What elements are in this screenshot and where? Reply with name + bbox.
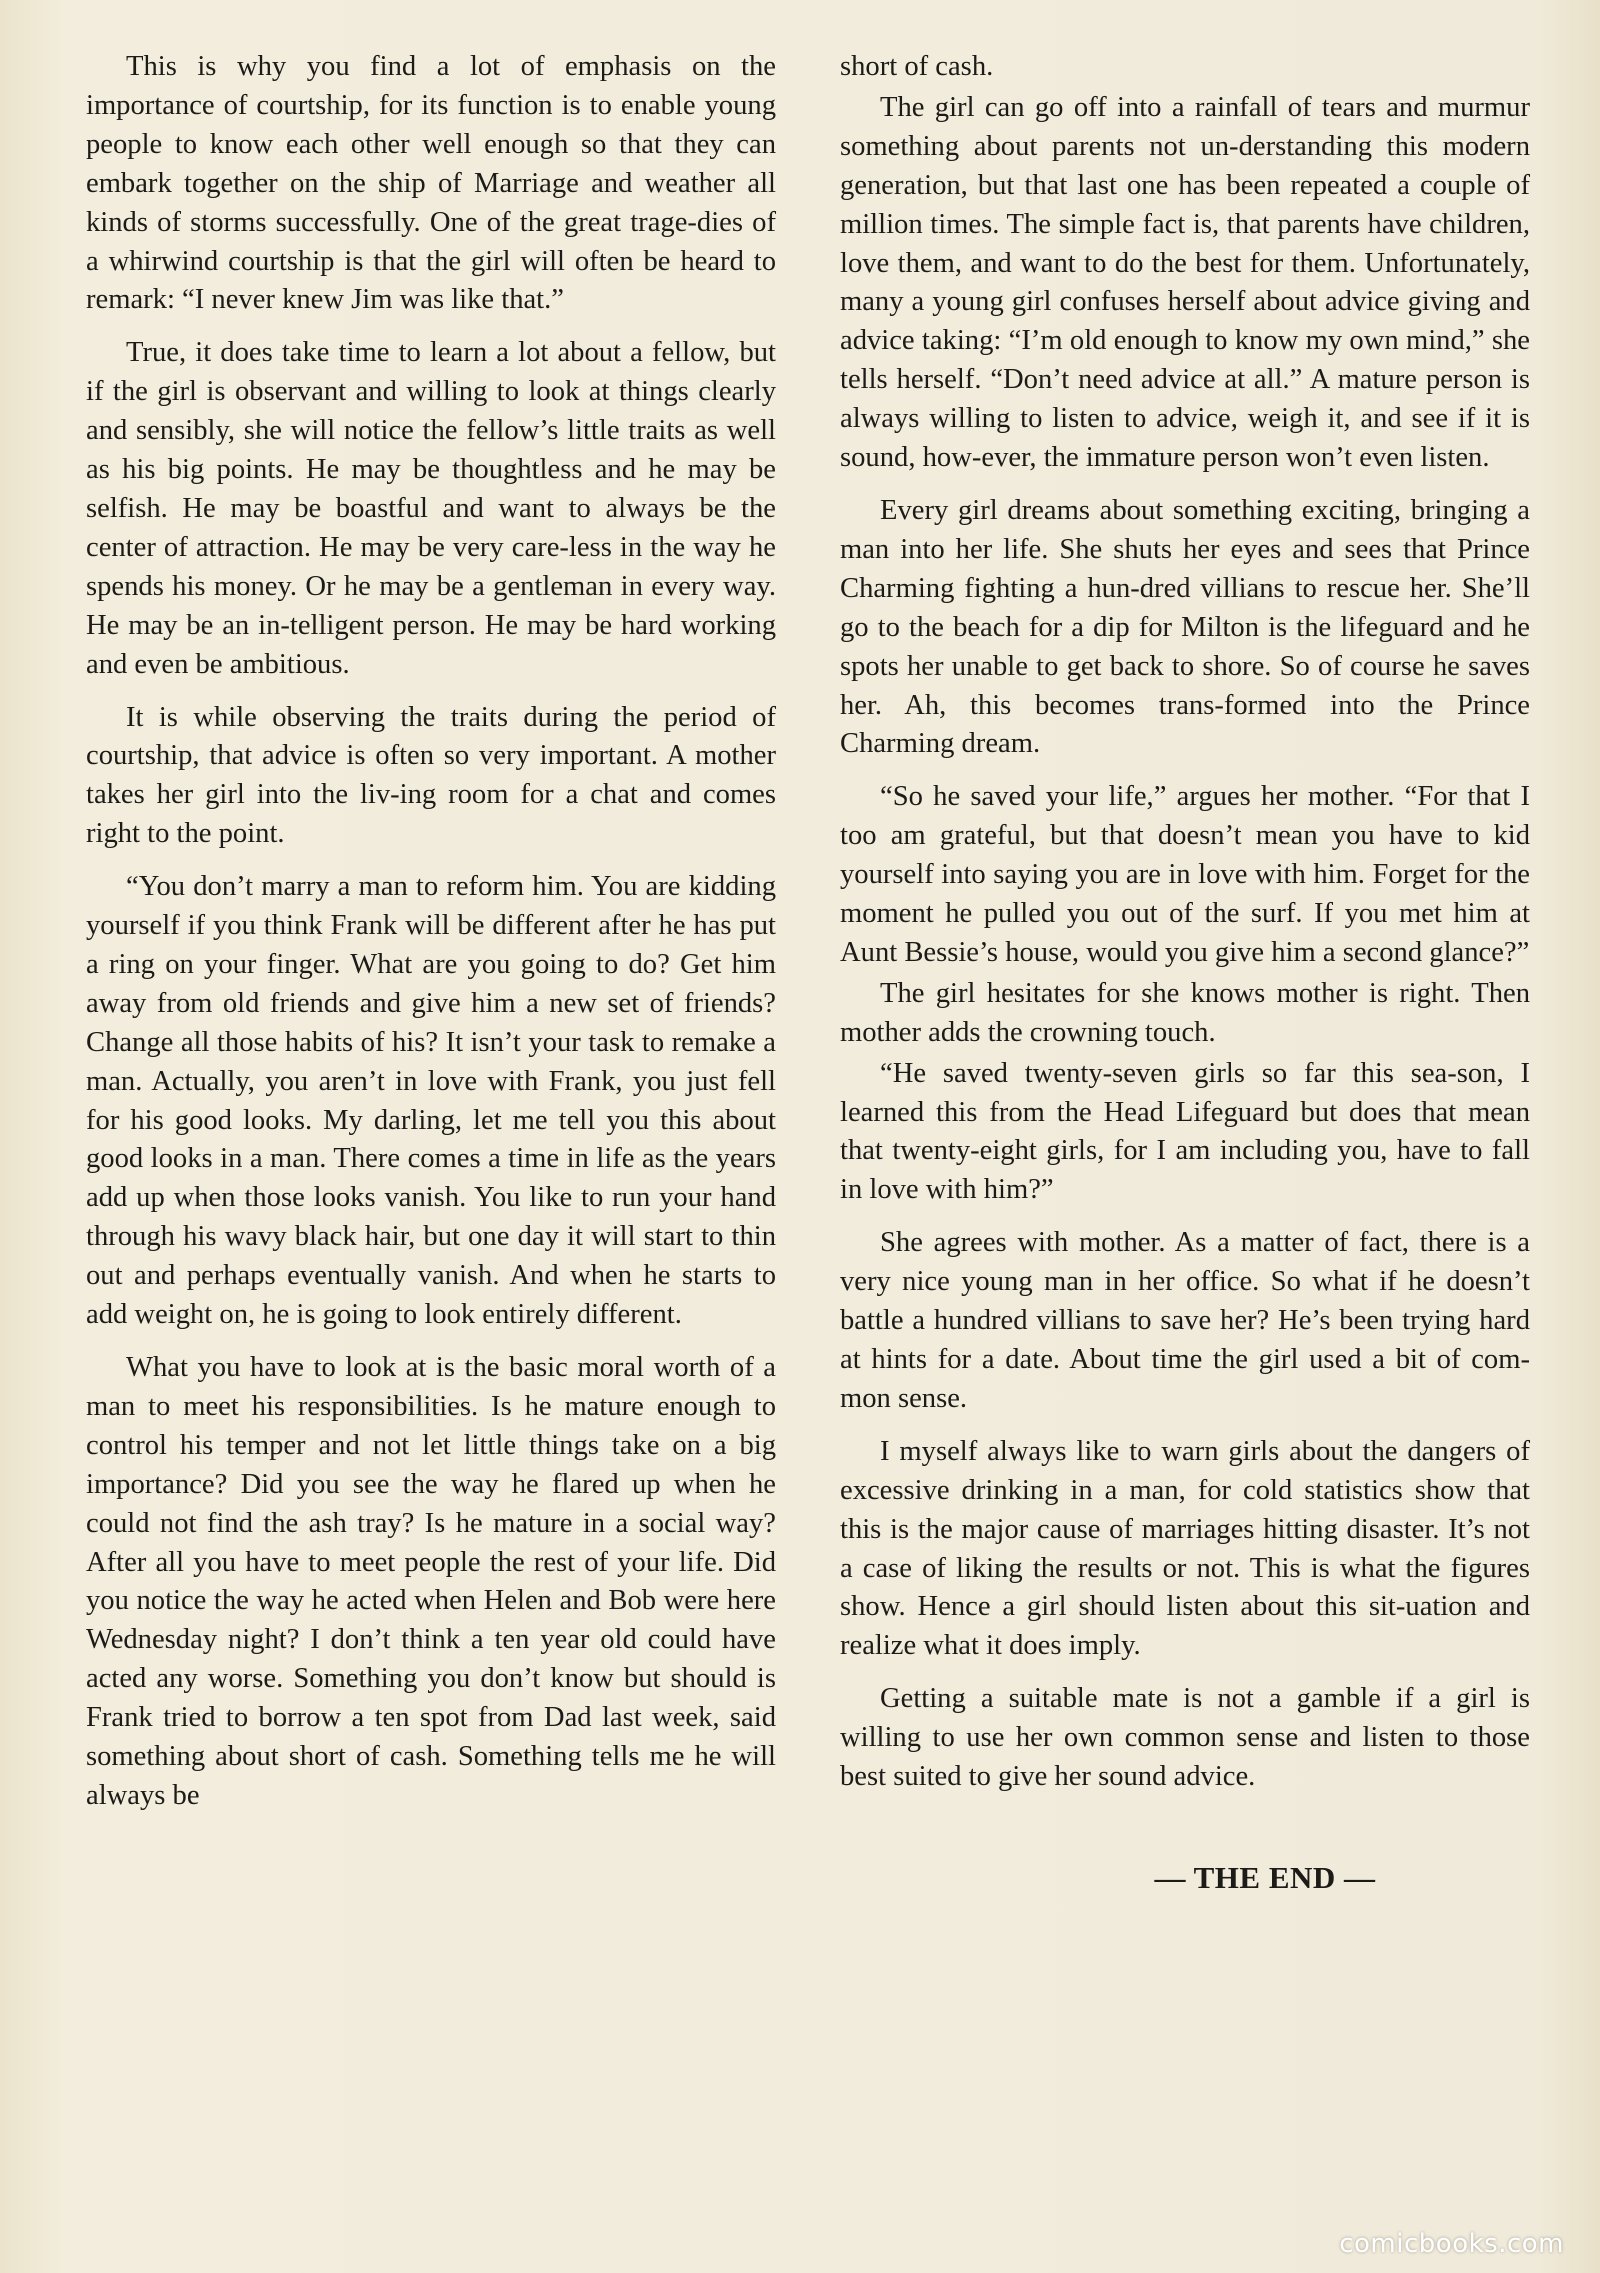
paragraph: It is while observing the traits during the period of courtship, that advice is often so very important. A mother takes her girl into the liv-ing room for a chat and comes right to the point. [86,701,776,850]
paragraph: What you have to look at is the basic moral worth of a man to meet his responsibilities. Is he mature enough to control his temper and not let little things take on a big importance? Did you see the way he flared up when he could not find the ash tray? Is he mature in a social way? After all you have to meet people the rest of your life. Did you notice the way he acted when Helen and Bob were here Wednesday night? I don’t think a ten year old could have acted any worse. Something you don’t know but should is Frank tried to borrow a ten spot from Dad last week, said something about short of cash. Something tells me he will always be [86,1352,776,1811]
the-end-marker: — THE END — [1154,1859,1376,1895]
paragraph: The girl can go off into a rainfall of tears and murmur something about parents not un-derstanding this modern generation, but that last one has been repeated a couple of million times. The simple fact is, that parents have children, love them, and want to do the best for them. Unfortunately, many a young girl confuses herself about advice giving and advice taking: “I’m old enough to know my own mind,” she tells herself. “Don’t need advice at all.” A mature person is always willing to listen to advice, weigh it, and see if it is sound, how-ever, the immature person won’t even listen. [840,91,1530,474]
paragraph: I myself always like to warn girls about the dangers of excessive drinking in a man, for cold statistics show that this is the major cause of marriages hitting disaster. It’s not a case of liking the results or not. This is what the figures show. Hence a girl should listen about this sit-uation and realize what it does imply. [840,1435,1530,1662]
right-column [840,48,1530,1898]
paragraph: This is why you find a lot of emphasis on the importance of courtship, for its function is to enable young people to know each other well enough so that they can embark together on the ship of Marriage and weather all kinds of storms successfully. One of the great trage-dies of a whirwind courtship is that the girl will often be heard to remark: “I never knew Jim was like that.” [86,51,776,316]
paragraph: “He saved twenty-seven girls so far this sea-son, I learned this from the Head Lifeguard but does that mean that twenty-eight girls, for I am including you, have to fall in love with him?” [840,1057,1530,1206]
left-column [86,48,776,1830]
paragraph: short of cash. [840,51,994,82]
paragraph: “So he saved your life,” argues her mother. “For that I too am grateful, but that doesn’t mean you have to kid yourself into saying you are in love with him. Forget for the moment he pulled you out of the surf. If you met him at Aunt Bessie’s house, would you give him a second glance?” [840,781,1530,968]
paragraph: True, it does take time to learn a lot about a fellow, but if the girl is observant and willing to look at things clearly and sensibly, she will notice the fellow’s little traits as well as his big points. He may be thoughtless and he may be selfish. He may be boastful and want to always be the center of attraction. He may be very care-less in the way he spends his money. Or he may be a gentleman in every way. He may be an in-telligent person. He may be hard working and even be ambitious. [86,337,776,680]
paragraph: The girl hesitates for she knows mother is right. Then mother adds the crowning touch. [840,977,1530,1048]
paragraph: Getting a suitable mate is not a gamble if a girl is willing to use her own common sense and listen to those best suited to give her sound advice. [840,1683,1530,1793]
paragraph: She agrees with mother. As a matter of fact, there is a very nice young man in her office. So what if he doesn’t battle a hundred villians to save her? He’s been trying hard at hints for a date. About time the girl used a bit of com-mon sense. [840,1227,1530,1414]
site-watermark: comicbooks.com [1339,2229,1564,2259]
paragraph: “You don’t marry a man to reform him. You are kidding yourself if you think Frank will be different after he has put a ring on your finger. What are you going to do? Get him away from old friends and give him a new set of friends? Change all those habits of his? It isn’t your task to remake a man. Actually, you aren’t in love with Frank, you just fell for his good looks. My darling, let me tell you this about good looks in a man. There comes a time in life as the years add up when those looks vanish. You like to run your hand through his wavy black hair, but one day it will start to thin out and perhaps eventually vanish. And when he starts to add weight on, he is going to look entirely different. [86,871,776,1331]
paragraph: Every girl dreams about something exciting, bringing a man into her life. She shuts her eyes and sees that Prince Charming fighting a hun-dred villians to rescue her. She’ll go to the beach for a dip for Milton is the lifeguard and he spots her unable to get back to shore. So of course he saves her. Ah, this becomes trans-formed into the Prince Charming dream. [840,494,1530,760]
